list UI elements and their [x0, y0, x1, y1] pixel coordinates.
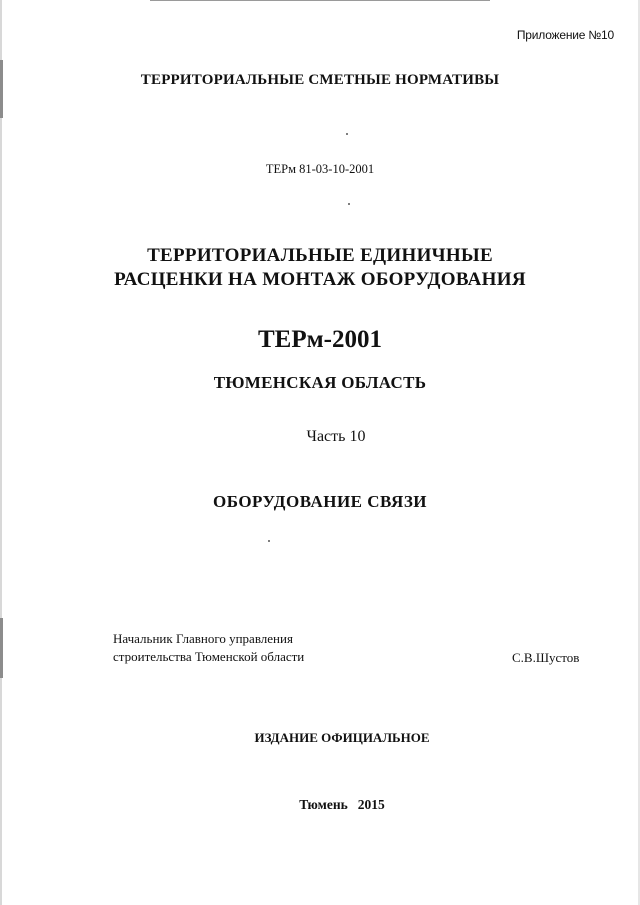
- scan-left-tick: [0, 618, 3, 678]
- document-code: ТЕРм 81-03-10-2001: [265, 162, 375, 176]
- signatory-position-line-1: Начальник Главного управления: [113, 631, 293, 646]
- main-title-line-2: РАСЦЕНКИ НА МОНТАЖ ОБОРУДОВАНИЯ: [114, 269, 526, 290]
- scan-top-line: [150, 0, 490, 1]
- official-edition-label: ИЗДАНИЕ ОФИЦИАЛЬНОЕ: [254, 730, 430, 745]
- main-title: [0, 244, 640, 292]
- norms-title: ТЕРРИТОРИАЛЬНЫЕ СМЕТНЫЕ НОРМАТИВЫ: [140, 72, 500, 88]
- scan-speck: [268, 540, 270, 542]
- signatory-position: [113, 630, 304, 666]
- scan-left-edge: [0, 0, 2, 905]
- edition-code: ТЕРм-2001: [258, 326, 382, 353]
- annex-label: Приложение №10: [516, 28, 614, 42]
- signatory-name: С.В.Шустов: [512, 650, 580, 665]
- city: Тюмень: [299, 797, 348, 812]
- region-title: ТЮМЕНСКАЯ ОБЛАСТЬ: [213, 373, 427, 392]
- main-title-line-1: ТЕРРИТОРИАЛЬНЫЕ ЕДИНИЧНЫЕ: [147, 245, 493, 266]
- scan-left-tick: [0, 60, 3, 118]
- part-number: Часть 10: [306, 428, 366, 445]
- place-and-year: [22, 797, 640, 813]
- signatory-position-line-2: строительства Тюменской области: [113, 649, 305, 664]
- part-title: ОБОРУДОВАНИЕ СВЯЗИ: [212, 492, 428, 511]
- scan-speck: [348, 203, 350, 205]
- scan-speck: [346, 133, 348, 135]
- year: 2015: [357, 797, 385, 812]
